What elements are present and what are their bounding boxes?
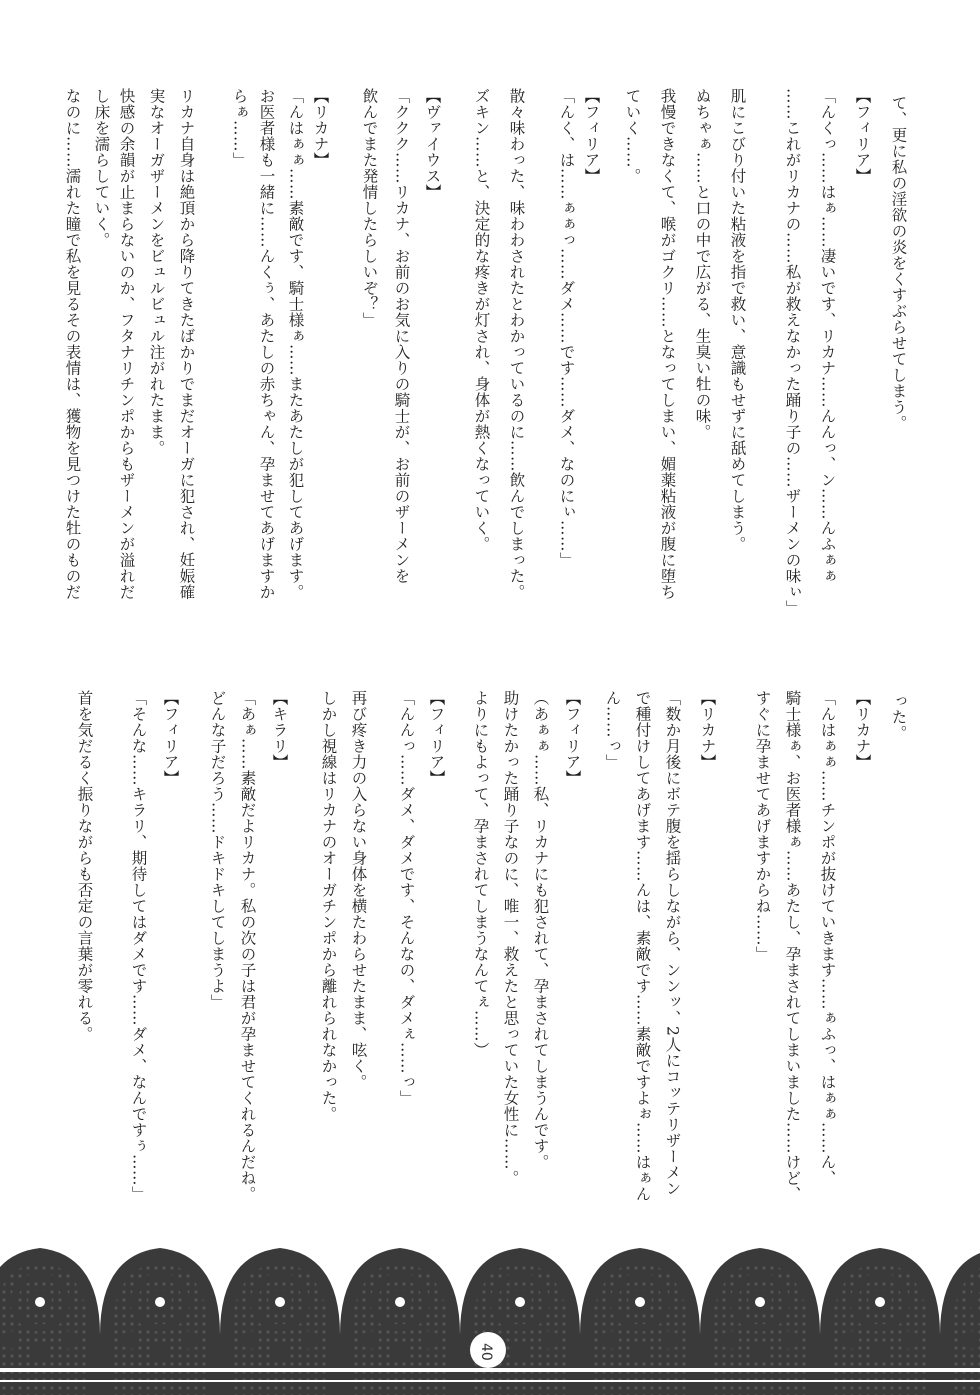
text-line: 肌にこびり付いた粘液を指で救い、意識もせずに舐めてしまう。: [728, 88, 747, 552]
text-line: った。: [889, 693, 908, 741]
dialogue-line: 「んく、は……ぁぁっ……ダメ……です……ダメ、なのにぃ……」: [557, 88, 576, 568]
text-line: なのに……濡れた瞳で私を見るその表情は、獲物を見つけた牡のものだ: [63, 88, 82, 600]
dialogue-line: 「んくっ……はぁ……凄いです、リカナ……んんっ、ン……んふぁぁ: [818, 88, 837, 584]
dialogue-line: 「数か月後にボテ腹を揺らしながら、ンンッ、2人にコッテリザーメン: [663, 690, 682, 1197]
text-line: 実なオーガザーメンをビュルビュル注がれたまま。: [147, 88, 166, 456]
speaker-label: 【ヴァイウス】: [423, 88, 442, 200]
dialogue-line: らぁ……」: [230, 88, 249, 168]
dialogue-line: ……これがリカナの……私が救えなかった踊り子の……ザーメンの味ぃ」: [783, 88, 802, 616]
text-line: ズキン……と、決定的な疼きが灯され、身体が熱くなっていく。: [472, 88, 491, 552]
monologue-line: よりにもよって、孕まされてしまうなんてぇ……）: [471, 690, 490, 1058]
text-line: しかし視線はリカナのオーガチンポから離れられなかった。: [319, 690, 338, 1122]
speaker-label: 【フィリア】: [161, 690, 180, 786]
text-line: 快感の余韻が止まらないのか、フタナリチンポからもザーメンが溢れだ: [117, 88, 136, 600]
text-line: ぬちゃぁ……と口の中で広がる、生臭い牡の味。: [693, 88, 712, 440]
text-line: て、更に私の淫欲の炎をくすぶらせてしまう。: [889, 95, 908, 431]
speaker-label: 【フィリア】: [427, 690, 446, 786]
dialogue-line: 「んはぁぁ……素敵です、騎士様ぁ……またあたしが犯してあげます。: [286, 88, 305, 600]
speaker-label: 【リカナ】: [311, 88, 330, 168]
text-line: し床を濡らしていく。: [92, 88, 111, 248]
speaker-label: 【リカナ】: [853, 690, 872, 770]
page-number: 40: [478, 1343, 494, 1361]
speaker-label: 【リカナ】: [698, 690, 717, 770]
speaker-label: 【キラリ】: [270, 690, 289, 770]
text-line: リカナ自身は絶頂から降りてきたばかりでまだオーガに犯され、妊娠確: [177, 88, 196, 600]
dialogue-line: 騎士様ぁ、お医者様ぁ……あたし、孕まされてしまいました……けど、: [783, 690, 802, 1202]
dialogue-line: で種付けしてあげます……んは、素敵です……素敵ですよぉ……はぁん: [633, 690, 652, 1202]
dialogue-line: ん……っ」: [603, 690, 622, 770]
dialogue-line: すぐに孕ませてあげますからね……」: [753, 690, 772, 962]
dialogue-line: 飲んでまた発情したらしいぞ？」: [360, 88, 379, 328]
text-line: 散々味わった、味わわされたとわかっているのに……飲んでしまった。: [507, 88, 526, 600]
speaker-label: 【フィリア】: [853, 88, 872, 184]
dialogue-line: 「ククク……リカナ、お前のお気に入りの騎士が、お前のザーメンを: [392, 88, 411, 584]
speaker-label: 【フィリア】: [582, 88, 601, 184]
dialogue-line: 「んはぁぁ……チンポが抜けていきます……ぁふっ、はぁぁ……ん、: [818, 690, 837, 1186]
dialogue-line: 「そんな……キラリ、期待してはダメです……ダメ、なんですぅ……」: [129, 690, 148, 1202]
text-line: 再び疼き力の入らない身体を横たわらせたまま、呟く。: [349, 690, 368, 1090]
monologue-line: 助けたかった踊り子なのに、唯一、救えたと思っていた女性に……。: [501, 690, 520, 1186]
monologue-line: （あぁぁ……私、リカナにも犯されて、孕まされてしまうんです。: [531, 690, 550, 1170]
text-line: ていく……。: [623, 88, 642, 184]
text-line: 首を気だるく振りながらも否定の言葉が零れる。: [75, 690, 94, 1042]
speaker-label: 【フィリア】: [563, 690, 582, 786]
text-line: 我慢できなくて、喉がゴクリ……となってしまい、媚薬粘液が腹に堕ち: [658, 88, 677, 600]
dialogue-line: どんな子だろう……ドキドキしてしまうよ」: [208, 690, 227, 1010]
dialogue-line: 「んんっ……ダメ、ダメです、そんなの、ダメぇ……っ」: [397, 690, 416, 1106]
dialogue-line: 「あぁ……素敵だよリカナ。私の次の子は君が孕ませてくれるんだね。: [238, 690, 257, 1202]
dialogue-line: お医者様も一緒に……んくぅ、あたしの赤ちゃん、孕ませてあげますか: [257, 88, 276, 600]
lace-border-ornament: [0, 1240, 980, 1395]
